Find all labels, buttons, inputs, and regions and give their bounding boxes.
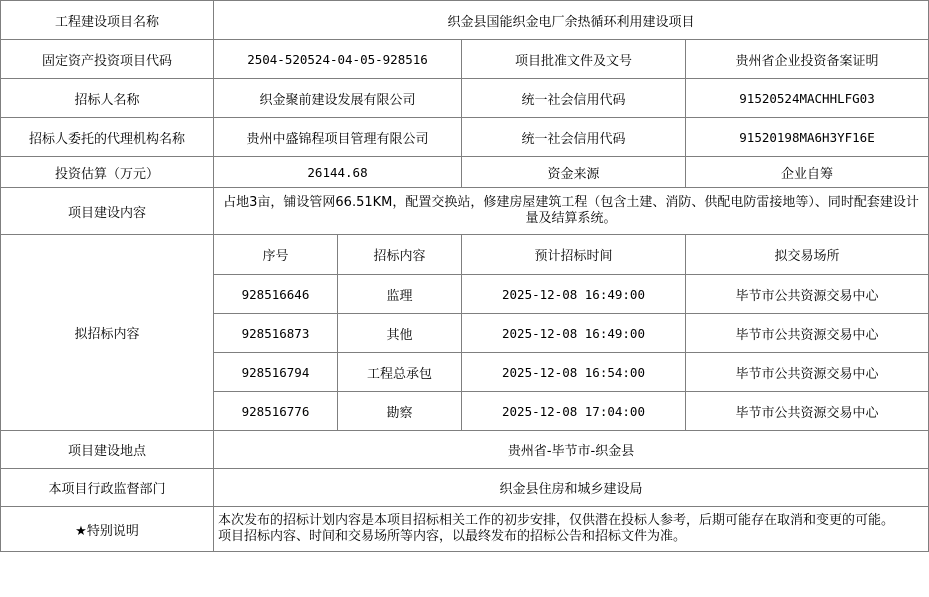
row-tenderer	[1, 79, 929, 118]
tender-time: 2025-12-08 17:04:00	[462, 392, 686, 431]
agent-label: 招标人委托的代理机构名称	[1, 118, 214, 157]
funding-value: 企业自筹	[686, 157, 929, 188]
tender-no: 928516794	[214, 353, 338, 392]
row-content	[1, 188, 929, 235]
tender-content: 工程总承包	[338, 353, 462, 392]
funding-label: 资金来源	[462, 157, 686, 188]
content-value: 占地3亩，铺设管网66.51KM，配置交换站，修建房屋建筑工程（包含土建、消防、供配电防雷接地等）、同时配套建设计量及结算系统。	[214, 188, 929, 235]
tender-content: 勘察	[338, 392, 462, 431]
tender-time: 2025-12-08 16:49:00	[462, 275, 686, 314]
row-location	[1, 431, 929, 469]
tenderer-credit-value: 91520524MACHHLFG03	[686, 79, 929, 118]
agent-value: 贵州中盛锦程项目管理有限公司	[214, 118, 462, 157]
agent-credit-value: 91520198MA6H3YF16E	[686, 118, 929, 157]
investment-label: 投资估算（万元）	[1, 157, 214, 188]
investment-value: 26144.68	[214, 157, 462, 188]
header-content: 招标内容	[338, 235, 462, 275]
tenderer-label: 招标人名称	[1, 79, 214, 118]
tender-content: 其他	[338, 314, 462, 353]
row-investment	[1, 157, 929, 188]
header-venue: 拟交易场所	[686, 235, 929, 275]
content-label: 项目建设内容	[1, 188, 214, 235]
supervisor-label: 本项目行政监督部门	[1, 469, 214, 507]
tender-venue: 毕节市公共资源交易中心	[686, 314, 929, 353]
approval-doc-label: 项目批准文件及文号	[462, 40, 686, 79]
tender-content: 监理	[338, 275, 462, 314]
notice-line-1: 本次发布的招标计划内容是本项目招标相关工作的初步安排，仅供潜在投标人参考，后期可能存在取消和变更的可能。	[218, 513, 895, 528]
notice-value	[214, 507, 929, 552]
project-code-value: 2504-520524-04-05-928516	[214, 40, 462, 79]
row-notice	[1, 507, 929, 552]
project-code-label: 固定资产投资项目代码	[1, 40, 214, 79]
row-project-name	[1, 1, 929, 40]
header-no: 序号	[214, 235, 338, 275]
notice-label: ★特别说明	[1, 507, 214, 552]
tender-no: 928516646	[214, 275, 338, 314]
tender-time: 2025-12-08 16:49:00	[462, 314, 686, 353]
tender-no: 928516776	[214, 392, 338, 431]
tender-time: 2025-12-08 16:54:00	[462, 353, 686, 392]
tenderer-credit-label: 统一社会信用代码	[462, 79, 686, 118]
row-supervisor	[1, 469, 929, 507]
tender-venue: 毕节市公共资源交易中心	[686, 353, 929, 392]
tender-venue: 毕节市公共资源交易中心	[686, 275, 929, 314]
supervisor-value: 织金县住房和城乡建设局	[214, 469, 929, 507]
tender-header-row	[1, 235, 929, 275]
row-agent	[1, 118, 929, 157]
header-time: 预计招标时间	[462, 235, 686, 275]
location-label: 项目建设地点	[1, 431, 214, 469]
project-name-value: 织金县国能织金电厂余热循环利用建设项目	[214, 1, 929, 40]
location-value: 贵州省-毕节市-织金县	[214, 431, 929, 469]
row-project-code	[1, 40, 929, 79]
notice-line-2: 项目招标内容、时间和交易场所等内容，以最终发布的招标公告和招标文件为准。	[218, 529, 687, 544]
tenderer-value: 织金聚前建设发展有限公司	[214, 79, 462, 118]
agent-credit-label: 统一社会信用代码	[462, 118, 686, 157]
tender-no: 928516873	[214, 314, 338, 353]
tender-venue: 毕节市公共资源交易中心	[686, 392, 929, 431]
tender-plan-label: 拟招标内容	[1, 235, 214, 431]
approval-doc-value: 贵州省企业投资备案证明	[686, 40, 929, 79]
project-name-label: 工程建设项目名称	[1, 1, 214, 40]
